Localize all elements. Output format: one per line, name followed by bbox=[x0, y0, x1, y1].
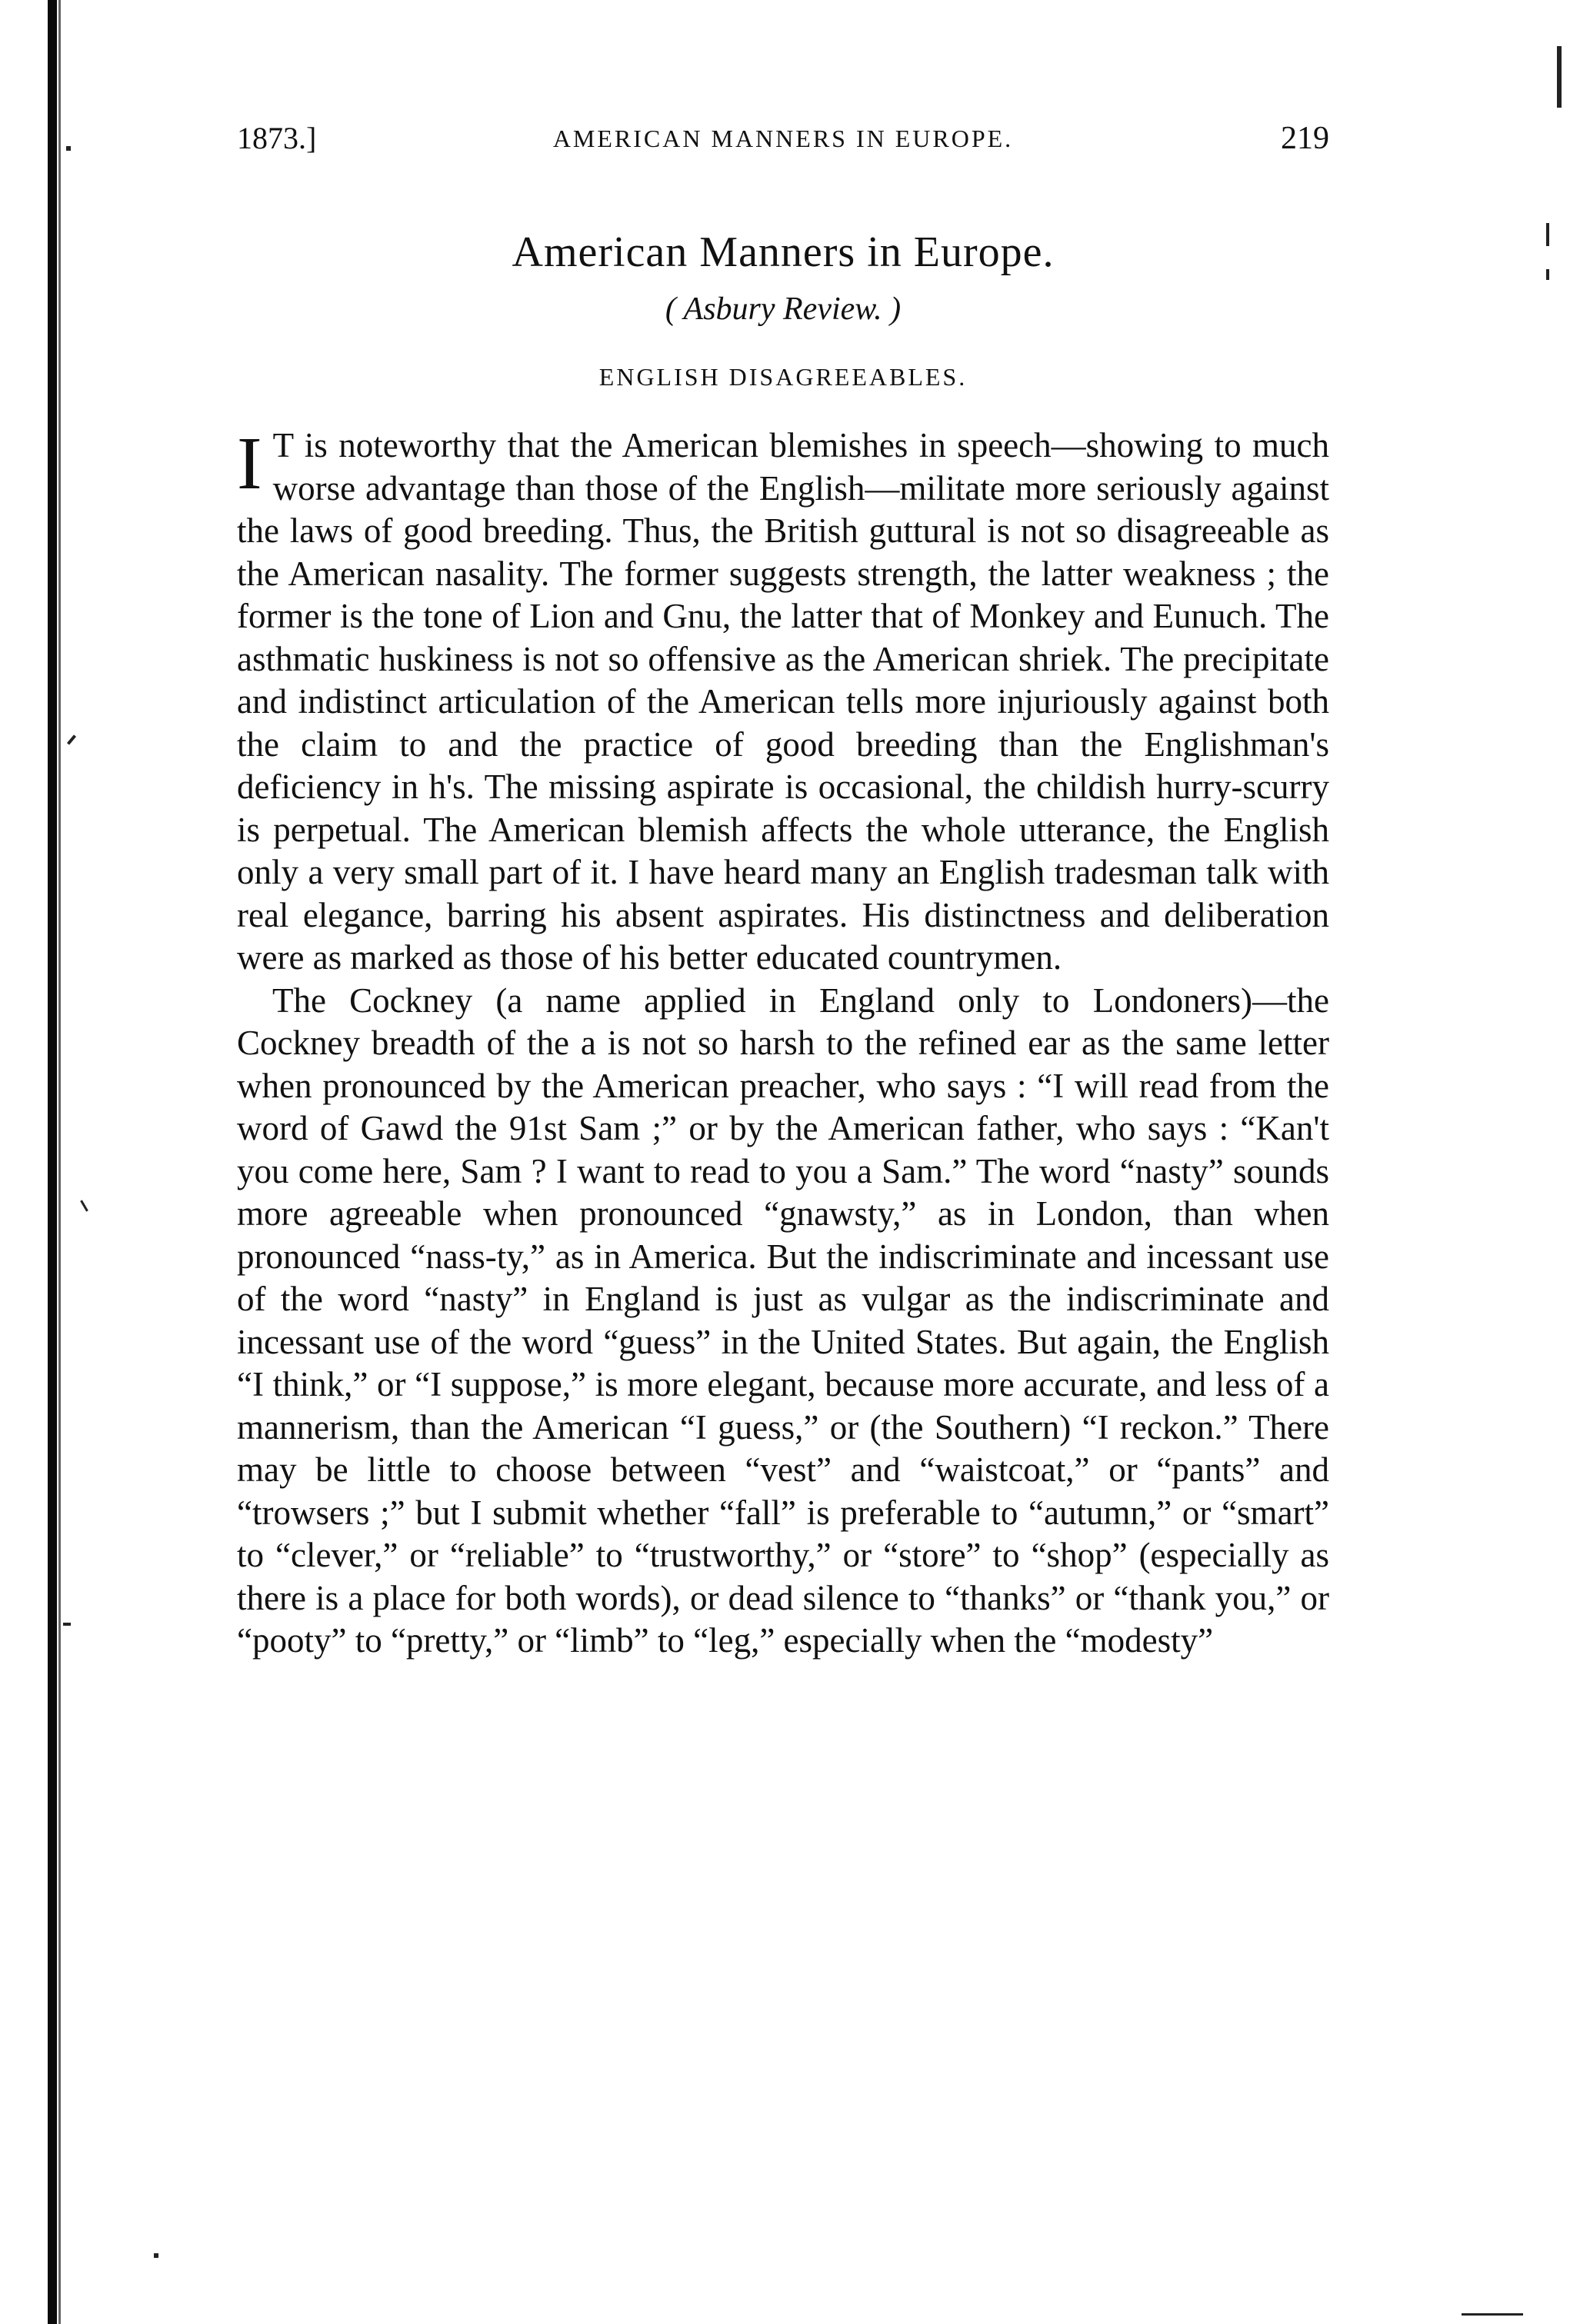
margin-mark bbox=[1557, 46, 1562, 108]
margin-mark bbox=[63, 1623, 71, 1626]
margin-mark bbox=[1546, 223, 1549, 246]
margin-mark bbox=[1462, 2313, 1523, 2316]
margin-mark bbox=[80, 1200, 88, 1211]
article-title: American Manners in Europe. bbox=[512, 228, 1055, 276]
margin-mark bbox=[66, 146, 71, 151]
article-source: ( Asbury Review. ) bbox=[665, 291, 902, 327]
article-body bbox=[237, 422, 1329, 1663]
page-number: 219 bbox=[1281, 121, 1329, 156]
section-heading: ENGLISH DISAGREEABLES. bbox=[598, 363, 968, 391]
margin-mark bbox=[67, 734, 76, 744]
margin-mark bbox=[1546, 269, 1549, 280]
margin-mark bbox=[154, 2253, 158, 2258]
running-head-title: AMERICAN MANNERS IN EUROPE. bbox=[552, 125, 1014, 152]
running-head-year: 1873.] bbox=[237, 121, 317, 155]
running-head bbox=[237, 115, 1329, 161]
page bbox=[237, 115, 1329, 1663]
scan-binding-shadow bbox=[58, 0, 61, 2324]
paragraph: The Cockney (a name applied in England only to Londoners)—the Cockney breadth of the a is not so harsh to the refined ear as the same letter when pronounced by the American preacher, who says : “I will read from the word of Gawd the 91st Sam ;” or by the American father, who says : “Kan't you come here, Sam ? I want to read to you a Sam.” The word “nasty” sounds more agreeable when pronounced “gnawsty,” as in London, than when pronounced “nass-ty,” as in America. But the indiscriminate and incessant use of the word “nasty” in England is just as vulgar as the indiscriminate and incessant use of the word “guess” in the United States. But again, the English “I think,” or “I suppose,” is more elegant, because more accurate, and less of a mannerism, than the American “I guess,” or (the Southern) “I reckon.” There may be little to choose between “vest” and “waistcoat,” or “pants” and “trowsers ;” but I submit whether “fall” is preferable to “autumn,” or “smart” to “clever,” or “reliable” to “trustworthy,” or “store” to “shop” (especially as there is a place for both words), or dead silence to “thanks” or “thank you,” or “pooty” to “pretty,” or “limb” to “leg,” especially when the “modesty” bbox=[237, 981, 1329, 1660]
paragraph: IT is noteworthy that the American blemishes in speech—showing to much worse advantage than those of the English—militate more seriously against the laws of good breeding. Thus, the British guttural is not so disagreeable as the American nasality. The former suggests strength, the latter weakness ; the former is the tone of Lion and Gnu, the latter that of Monkey and Eunuch. The asthmatic huskiness is not so offensive as the American shriek. The precipitate and indistinct articulation of the American tells more injuriously against both the claim to and the practice of good breeding than the Englishman's deficiency in h's. The missing aspirate is occasional, the childish hurry-scurry is perpetual. The American blemish affects the whole utterance, the English only a very small part of it. I have heard many an English tradesman talk with real elegance, barring his absent aspirates. His distinctness and deliberation were as marked as those of his better educated countrymen. bbox=[237, 422, 1329, 977]
scan-binding-edge bbox=[48, 0, 57, 2324]
